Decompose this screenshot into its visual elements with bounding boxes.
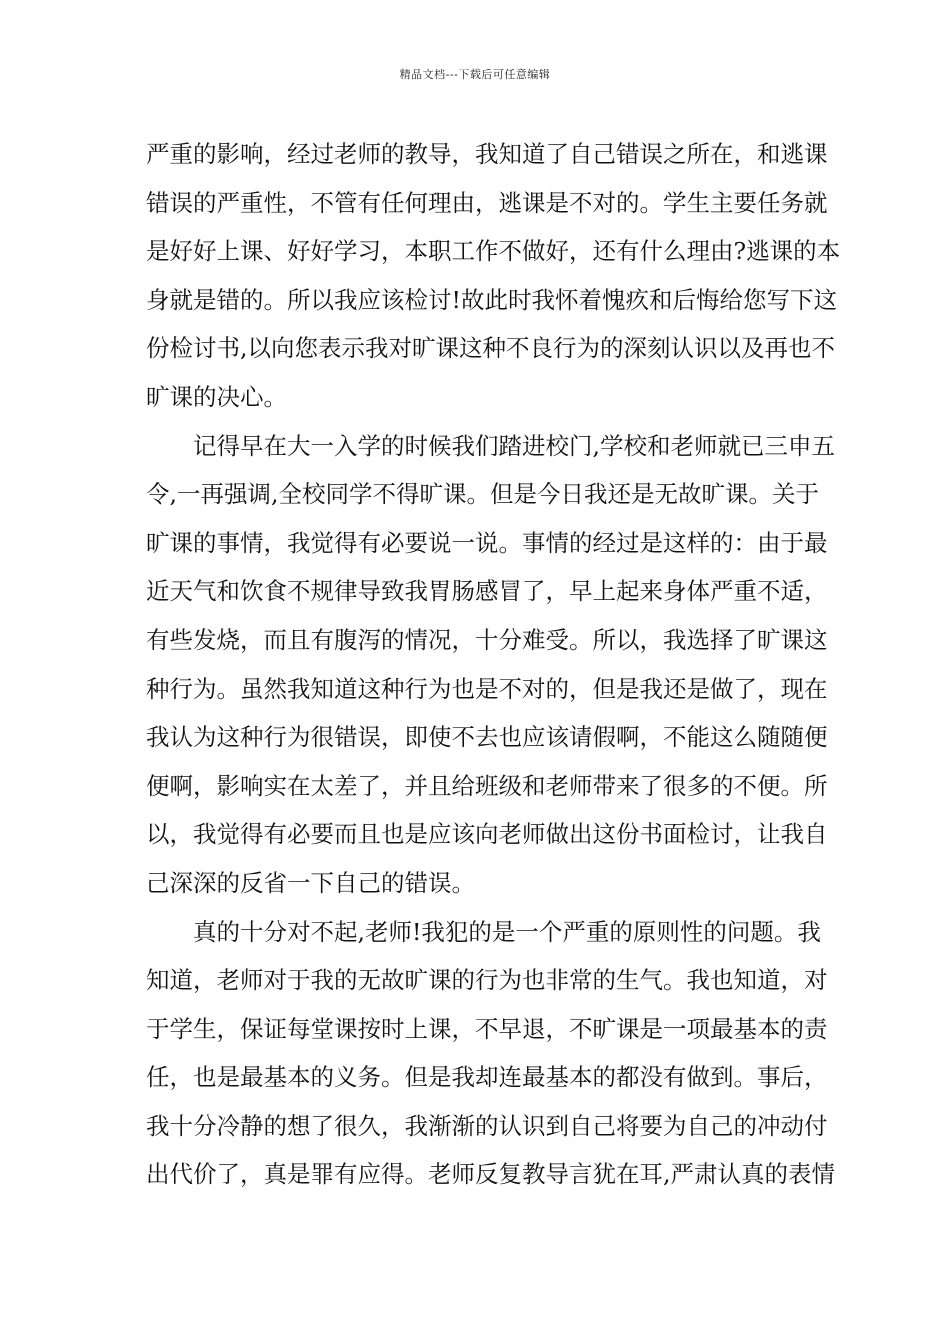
- text-line: 己深深的反省一下自己的错误。: [146, 868, 475, 897]
- text-line: 我十分冷静的想了很久，我渐渐的认识到自己将要为自己的冲动付: [146, 1111, 828, 1140]
- text-line: 是好好上课、好好学习，本职工作不做好，还有什么理由?逃课的本: [146, 237, 841, 266]
- text-line: 错误的严重性，不管有任何理由，逃课是不对的。学生主要任务就: [146, 188, 828, 217]
- text-line: 任，也是最基本的义务。但是我却连最基本的都没有做到。事后，: [146, 1063, 828, 1092]
- text-line: 份检讨书,以向您表示我对旷课这种不良行为的深刻认识以及再也不: [146, 334, 835, 363]
- text-line: 近天气和饮食不规律导致我胃肠感冒了，早上起来身体严重不适，: [146, 577, 828, 606]
- text-line: 严重的影响，经过老师的教导，我知道了自己错误之所在，和逃课: [146, 140, 828, 168]
- text-line: 知道，老师对于我的无故旷课的行为也非常的生气。我也知道，对: [146, 966, 828, 995]
- text-line: 旷课的事情，我觉得有必要说一说。事情的经过是这样的：由于最: [146, 528, 828, 557]
- text-line: 令,一再强调,全校同学不得旷课。但是今日我还是无故旷课。关于: [146, 480, 819, 509]
- text-line: 于学生，保证每堂课按时上课，不早退，不旷课是一项最基本的责: [146, 1014, 828, 1043]
- text-line: 以，我觉得有必要而且也是应该向老师做出这份书面检讨，让我自: [146, 820, 828, 849]
- text-line: 真的十分对不起,老师!我犯的是一个严重的原则性的问题。我: [193, 917, 821, 946]
- text-line: 出代价了，真是罪有应得。老师反复教导言犹在耳,严肃认真的表情: [146, 1160, 835, 1189]
- text-line: 种行为。虽然我知道这种行为也是不对的，但是我还是做了，现在: [146, 674, 828, 703]
- page-header: 精品文档---下载后可任意编辑: [399, 68, 551, 81]
- text-line: 便啊，影响实在太差了，并且给班级和老师带来了很多的不便。所: [146, 771, 828, 800]
- text-line: 旷课的决心。: [146, 382, 287, 411]
- text-line: 我认为这种行为很错误，即使不去也应该请假啊，不能这么随随便: [146, 723, 828, 752]
- text-line: 有些发烧，而且有腹泻的情况，十分难受。所以，我选择了旷课这: [146, 625, 828, 654]
- body-text: [146, 130, 841, 1199]
- text-line: 身就是错的。所以我应该检讨!故此时我怀着愧疚和后悔给您写下这: [146, 285, 837, 314]
- text-line: 记得早在大一入学的时候我们踏进校门,学校和老师就已三申五: [193, 431, 835, 460]
